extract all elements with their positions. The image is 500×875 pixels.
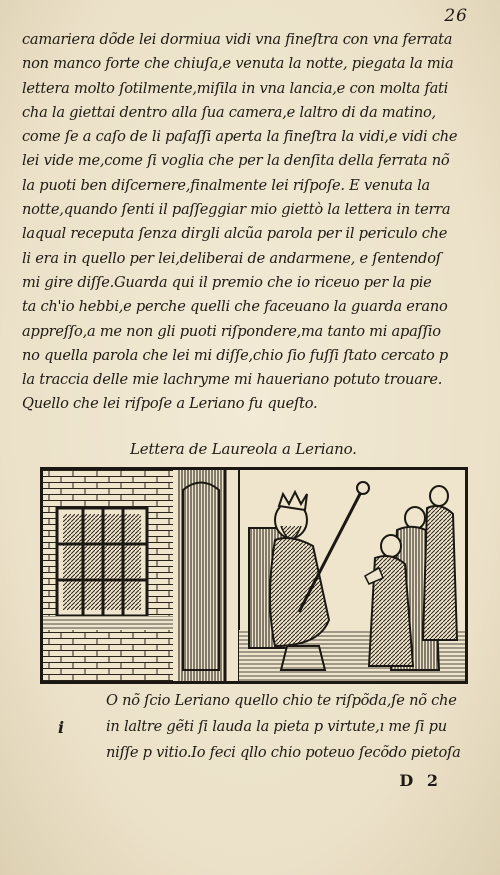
woodcut-illustration [40, 467, 468, 684]
text-line: camariera dõde lei dormiua vidi vna fineſtra con vna ferrata [22, 31, 453, 48]
text-line: lei vide me,come ſi voglia che per la denſita della ferrata nõ [22, 152, 450, 170]
text-line: li era in quello per lei,deliberai de andarmene, e ſentendoſ [22, 249, 441, 267]
letter-heading: Lettera de Laureola a Leriano. [130, 440, 357, 458]
text-line: la puoti ben diſcernere,finalmente lei riſpoſe. E venuta la [22, 176, 430, 194]
text-line: mi gire diſſe.Guarda qui il premio che io riceuo per la pie [22, 273, 432, 291]
text-line: lettera molto ſotilmente,miſila in vna lancia,e con molta fati [22, 79, 449, 97]
page-number: 26 [444, 6, 468, 26]
letter-line: O nõ ſcio Leriano quello chio te riſpõda,ſe nõ che [106, 692, 457, 709]
letter-text [22, 688, 478, 766]
letter-line: niſſe p vitio.Io feci qllo chio poteuo ſecõdo pietoſa [106, 744, 461, 761]
text-line: cha la giettai dentro alla ſua camera,e laltro di da matino, [22, 103, 436, 121]
text-line: come ſe a caſo de li paſaſſi aperta la fineſtra la vidi,e vidi che [22, 128, 458, 146]
body-text [22, 28, 478, 417]
woodcut-image [43, 470, 465, 681]
text-line: Quello che lei riſpoſe a Leriano fu queſto. [22, 395, 318, 413]
marginal-mark: i [58, 718, 65, 737]
signature-mark: D 2 [399, 771, 442, 790]
text-line: appreſſo,a me non gli puoti riſpondere,ma tanto mi apaſſio [22, 322, 441, 340]
text-line: la traccia delle mie lachryme mi haueriano potuto trouare. [22, 371, 443, 389]
text-line: ta ch'io hebbi,e perche quelli che faceuano la guarda erano [22, 298, 448, 316]
letter-line: in laltre gẽti ſi lauda la pieta p virtute,ı me ſi pu [106, 718, 447, 735]
text-line: notte,quando ſenti il paſſeggiar mio giettò la lettera in terra [22, 201, 451, 219]
text-line: laqual receputa ſenza dirgli alcũa parola per il periculo che [22, 225, 448, 243]
text-line: non manco forte che chiuſa,e venuta la notte, piegata la mia [22, 55, 454, 73]
text-line: no quella parola che lei mi diſſe,chio ſio fuſſi ſtato cercato p [22, 346, 448, 364]
